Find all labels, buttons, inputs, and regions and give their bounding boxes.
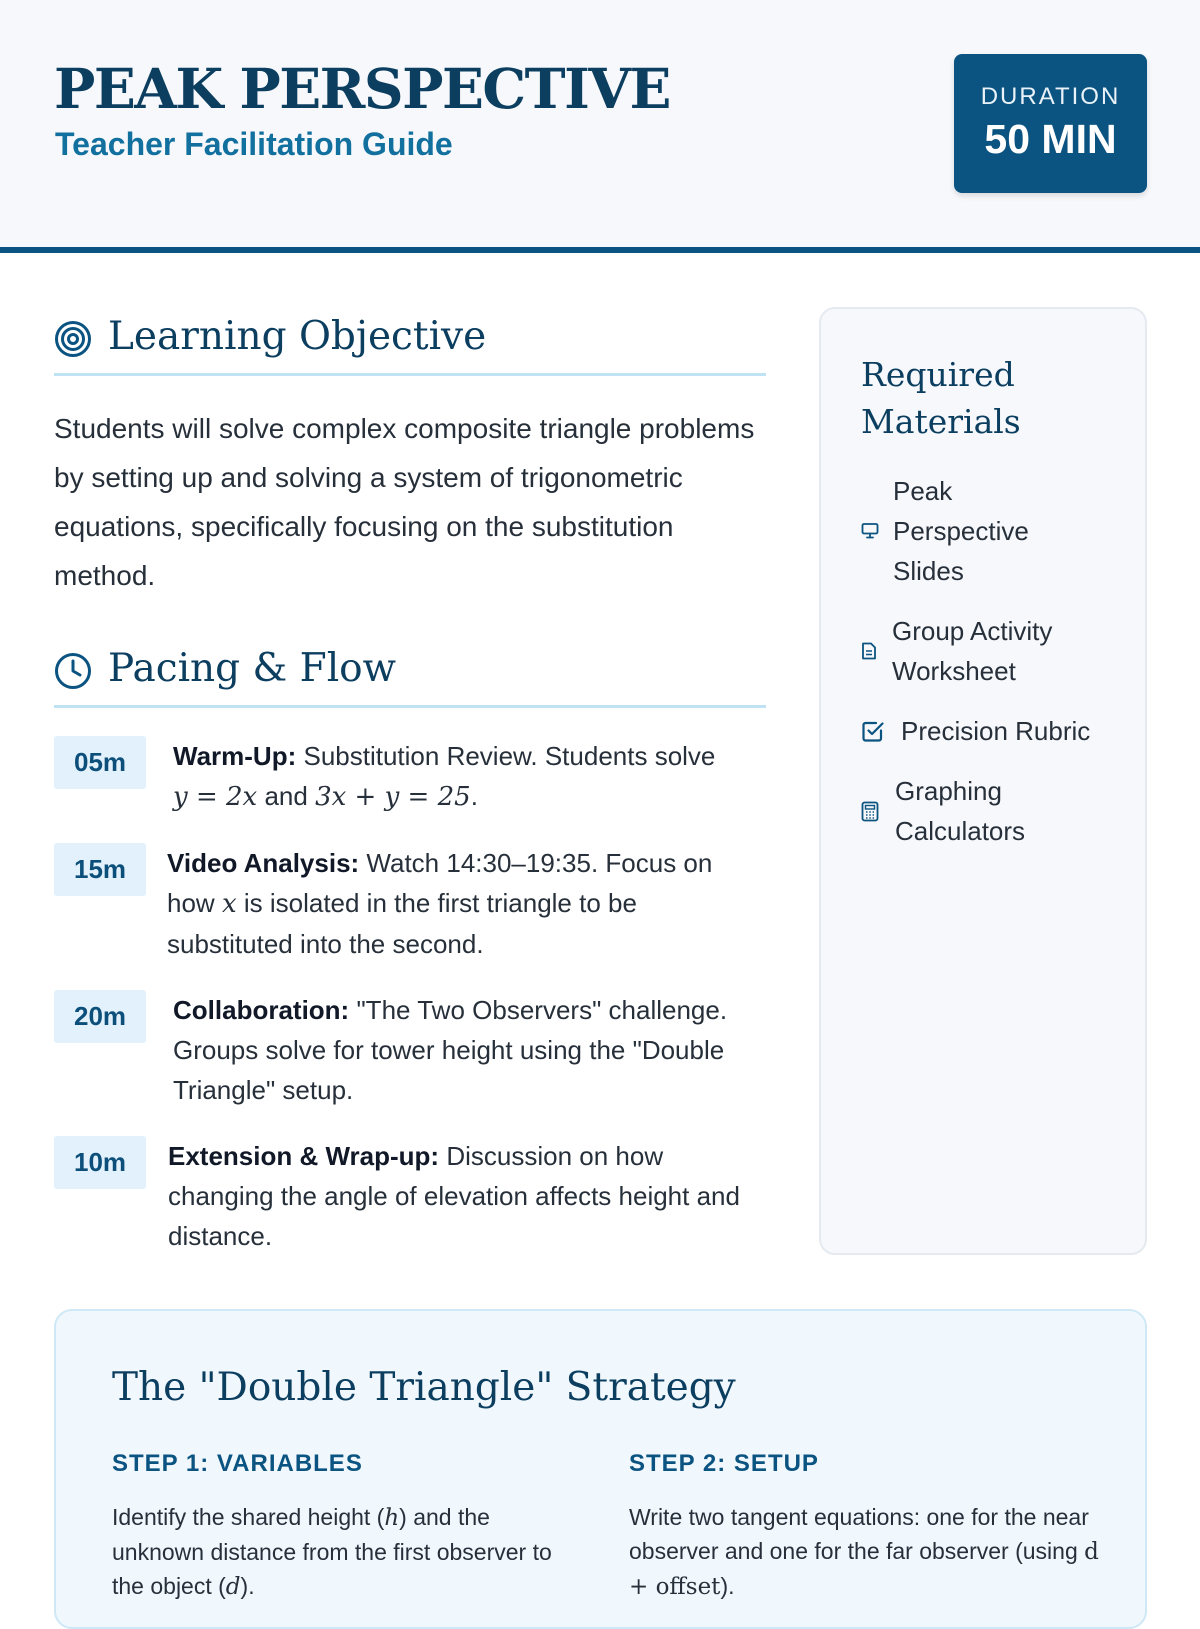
- pacing-text: Discussion on how changing the angle of elevation affects height and distance.: [168, 1141, 740, 1251]
- step-text: [112, 1500, 582, 1604]
- variable: x: [221, 889, 237, 919]
- material-label: Precision Rubric: [901, 716, 1091, 746]
- strategy-card: [54, 1309, 1147, 1629]
- page-title: PEAK PERSPECTIVE: [54, 56, 670, 121]
- objective-heading: Learning Objective: [108, 314, 487, 359]
- period: .: [470, 781, 478, 811]
- materials-card: [819, 307, 1147, 1255]
- pacing-text: Substitution Review. Students solve: [303, 741, 716, 771]
- equation: y = 2x: [173, 782, 258, 812]
- material-label: Group Activity Worksheet: [892, 616, 1053, 686]
- expression: d + offset: [629, 1539, 1099, 1600]
- material-item: [861, 611, 1121, 691]
- checkbox-icon: [861, 719, 885, 743]
- material-label: Peak Perspective Slides: [893, 476, 1029, 586]
- pacing-label: Video Analysis:: [167, 848, 360, 878]
- materials-heading: Required Materials: [861, 355, 1021, 441]
- step-text-part: ).: [240, 1573, 255, 1599]
- variable: d: [225, 1574, 241, 1600]
- pacing-heading: Pacing & Flow: [108, 646, 397, 691]
- objective-section-header: [54, 308, 766, 376]
- time-badge: 15m: [54, 843, 146, 896]
- step-text: [629, 1500, 1099, 1604]
- target-icon: [54, 320, 92, 358]
- time-badge: 10m: [54, 1136, 146, 1189]
- step-text-part: Identify the shared height (: [112, 1504, 385, 1530]
- page-subtitle: Teacher Facilitation Guide: [55, 126, 453, 162]
- strategy-step: [629, 1449, 1099, 1604]
- duration-label: DURATION: [980, 83, 1121, 110]
- pacing-text: is isolated in the first triangle to be substituted into the second.: [167, 888, 637, 959]
- document-icon: [861, 642, 877, 660]
- strategy-heading: The "Double Triangle" Strategy: [112, 1365, 736, 1410]
- material-label: Graphing Calculators: [895, 776, 1026, 846]
- material-item: [861, 711, 1121, 751]
- pacing-label: Warm-Up:: [173, 741, 297, 771]
- material-item: [861, 471, 1121, 591]
- equation: 3x + y = 25: [315, 782, 471, 812]
- clock-icon: [54, 652, 92, 690]
- strategy-step: [112, 1449, 582, 1604]
- step-text-part: Write two tangent equations: one for the near observer and one for the far observer (using: [629, 1504, 1089, 1564]
- pacing-description: [168, 1136, 766, 1256]
- duration-badge: [954, 54, 1147, 193]
- objective-text: Students will solve complex composite triangle problems by setting up and solving a system of trigonometric equations, specifically focusing on the substitution method.: [54, 413, 755, 591]
- pacing-label: Extension & Wrap-up:: [168, 1141, 440, 1171]
- time-badge: 05m: [54, 736, 146, 789]
- material-item: [861, 771, 1121, 851]
- page-header: [0, 0, 1200, 253]
- pacing-section-header: [54, 640, 766, 708]
- pacing-text: Watch 14:30–19:35. Focus on how: [167, 848, 713, 918]
- pacing-text: "The Two Observers" challenge. Groups solve for tower height using the "Double Triangle" setup.: [173, 995, 728, 1105]
- time-badge: 20m: [54, 990, 146, 1043]
- step-label: STEP 2: SETUP: [629, 1450, 819, 1477]
- pacing-description: [173, 990, 766, 1110]
- duration-value: 50 MIN: [984, 116, 1117, 162]
- variable: h: [384, 1505, 400, 1531]
- pacing-label: Collaboration:: [173, 995, 350, 1025]
- presentation-icon: [861, 522, 879, 540]
- calculator-icon: [861, 801, 879, 822]
- pacing-description: [173, 736, 766, 817]
- step-label: STEP 1: VARIABLES: [112, 1450, 363, 1477]
- conjunction: and: [264, 781, 308, 811]
- step-text-part: ).: [720, 1573, 735, 1599]
- pacing-description: [167, 843, 766, 964]
- step-text-part: ) and the unknown distance from the first observer to the object (: [112, 1504, 552, 1599]
